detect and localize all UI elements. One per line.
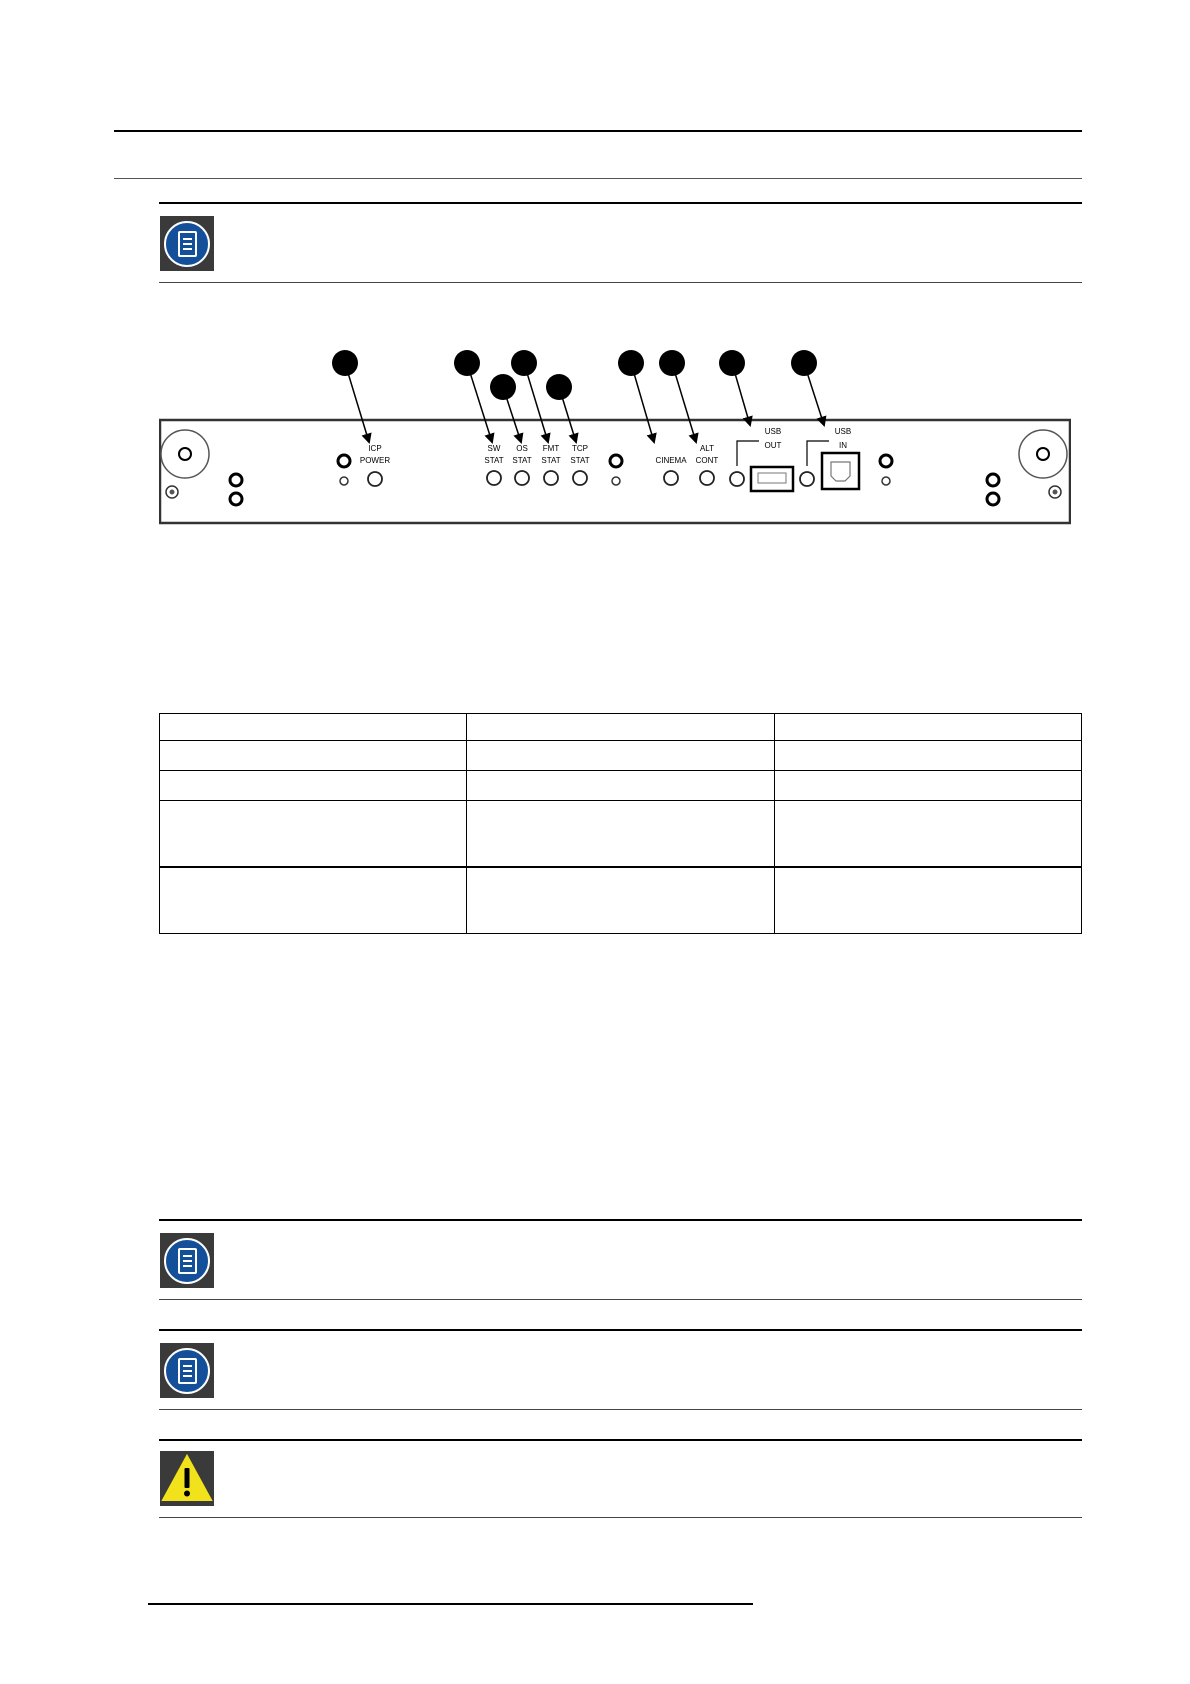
note-document-icon bbox=[164, 1348, 210, 1394]
middle-led bbox=[610, 455, 622, 467]
cinema-label: CINEMA bbox=[655, 456, 687, 465]
alt-cont-led bbox=[700, 471, 714, 485]
note-callout-1 bbox=[159, 202, 1082, 283]
alt-cont-label-2: CONT bbox=[695, 456, 719, 465]
table-cell bbox=[467, 771, 774, 801]
left-led-1 bbox=[230, 474, 242, 486]
sw-stat-label-1: SW bbox=[487, 444, 501, 453]
table-cell bbox=[774, 801, 1081, 867]
caution-icon-box bbox=[160, 1451, 214, 1506]
right-led-1 bbox=[987, 474, 999, 486]
icp-power-label-1: ICP bbox=[368, 444, 382, 453]
table-cell bbox=[160, 801, 467, 867]
icp-power-button bbox=[368, 472, 382, 486]
communication-panel-diagram bbox=[159, 340, 1071, 530]
table-cell bbox=[467, 867, 774, 934]
table-row bbox=[160, 741, 1082, 771]
table-cell bbox=[774, 714, 1081, 741]
tcp-stat-label-1: TCP bbox=[572, 444, 588, 453]
alt-cont-label-1: ALT bbox=[699, 444, 715, 453]
usb-in-label-1: USB bbox=[834, 427, 852, 436]
fmt-stat-led bbox=[544, 471, 558, 485]
caution-warning-icon bbox=[160, 1451, 214, 1506]
table-cell bbox=[774, 867, 1081, 934]
table-row bbox=[160, 771, 1082, 801]
table-cell bbox=[160, 867, 467, 934]
table-cell bbox=[160, 741, 467, 771]
fmt-stat-label-2: STAT bbox=[541, 456, 561, 465]
table-cell bbox=[467, 741, 774, 771]
note-icon-box bbox=[160, 1233, 214, 1288]
sw-stat-led bbox=[487, 471, 501, 485]
right-led-2 bbox=[987, 493, 999, 505]
usb-out-led bbox=[730, 472, 744, 486]
table-cell bbox=[160, 714, 467, 741]
usb-in-led bbox=[800, 472, 814, 486]
os-stat-label-2: STAT bbox=[512, 456, 532, 465]
tcp-stat-led bbox=[573, 471, 587, 485]
fmt-stat-label-1: FMT bbox=[542, 444, 560, 453]
table-cell bbox=[160, 771, 467, 801]
table-row bbox=[160, 714, 1082, 741]
table-cell bbox=[774, 741, 1081, 771]
sw-stat-label-2: STAT bbox=[484, 456, 504, 465]
panel-outline bbox=[160, 420, 1070, 523]
usb-out-label-2: OUT bbox=[764, 441, 782, 450]
tcp-stat-label-2: STAT bbox=[570, 456, 590, 465]
usb-in-label-2: IN bbox=[839, 441, 847, 450]
note-icon-box bbox=[160, 1343, 214, 1398]
note-document-icon bbox=[164, 1238, 210, 1284]
table-cell bbox=[774, 771, 1081, 801]
icp-power-label-2: POWER bbox=[359, 456, 391, 465]
header-rule bbox=[114, 130, 1082, 132]
cinema-led bbox=[664, 471, 678, 485]
note-document-icon bbox=[164, 221, 210, 267]
footer-rule bbox=[148, 1603, 753, 1605]
usb-out-label-1: USB bbox=[764, 427, 782, 436]
table-cell bbox=[467, 801, 774, 867]
note-icon-box bbox=[160, 216, 214, 271]
table-cell bbox=[467, 714, 774, 741]
os-stat-label-1: OS bbox=[516, 444, 528, 453]
table-row bbox=[160, 867, 1082, 934]
note-callout-2 bbox=[159, 1219, 1082, 1300]
icp-power-led bbox=[338, 455, 350, 467]
note-callout-3 bbox=[159, 1329, 1082, 1410]
right-panel-led bbox=[880, 455, 892, 467]
specification-table bbox=[159, 713, 1082, 934]
header-subrule bbox=[114, 178, 1082, 179]
table-row bbox=[160, 801, 1082, 867]
caution-callout bbox=[159, 1439, 1082, 1518]
left-led-2 bbox=[230, 493, 242, 505]
os-stat-led bbox=[515, 471, 529, 485]
